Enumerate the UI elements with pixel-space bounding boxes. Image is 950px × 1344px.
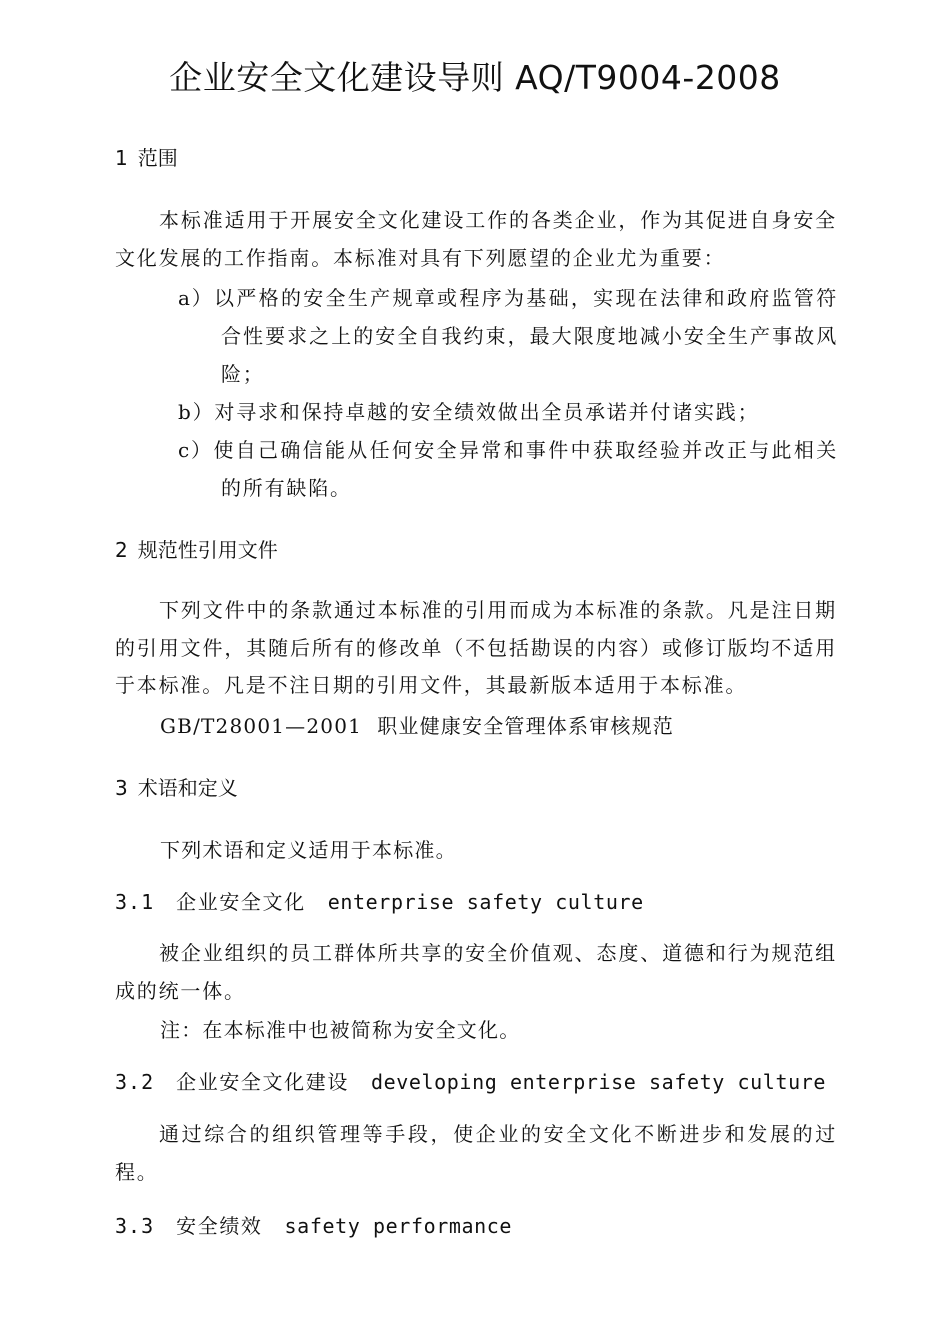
term-chinese: 企业安全文化建设 bbox=[176, 1070, 349, 1094]
term-chinese: 安全绩效 bbox=[176, 1214, 263, 1238]
section-1-item-b bbox=[178, 393, 838, 431]
term-3-1-note: 注：在本标准中也被简称为安全文化。 bbox=[160, 1018, 521, 1042]
section-2-reference: GB/T28001—2001 职业健康安全管理体系审核规范 bbox=[160, 714, 674, 738]
section-2-paragraph: 下列文件中的条款通过本标准的引用而成为本标准的条款。凡是注日期的引用文件，其随后所有的修改单（不包括勘误的内容）或修订版均不适用于本标准。凡是不注日期的引用文件，其最新版本适用于本标准。 bbox=[115, 598, 837, 697]
item-marker: a） bbox=[178, 286, 214, 310]
section-2-number: 2 bbox=[115, 538, 128, 562]
term-english: enterprise safety culture bbox=[327, 890, 644, 914]
term-number: 3.2 bbox=[115, 1070, 155, 1094]
item-marker: c） bbox=[178, 438, 213, 462]
term-3-2-definition: 通过综合的组织管理等手段，使企业的安全文化不断进步和发展的过程。 bbox=[115, 1122, 837, 1184]
section-1-item-a bbox=[178, 279, 838, 393]
section-1-item-c bbox=[178, 431, 838, 507]
term-3-3-heading bbox=[115, 1211, 512, 1241]
term-number: 3.3 bbox=[115, 1214, 155, 1238]
section-1-heading bbox=[115, 144, 178, 172]
term-3-2-heading bbox=[115, 1067, 826, 1097]
item-text: 对寻求和保持卓越的安全绩效做出全员承诺并付诸实践； bbox=[214, 400, 760, 424]
section-1-number: 1 bbox=[115, 146, 128, 170]
term-number: 3.1 bbox=[115, 890, 155, 914]
term-chinese: 企业安全文化 bbox=[176, 890, 306, 914]
section-3-number: 3 bbox=[115, 776, 128, 800]
term-3-1-heading bbox=[115, 887, 644, 917]
section-1-title: 范围 bbox=[137, 146, 178, 170]
section-2-heading bbox=[115, 536, 278, 564]
section-3-intro: 下列术语和定义适用于本标准。 bbox=[160, 838, 457, 862]
item-text: 以严格的安全生产规章或程序为基础，实现在法律和政府监管符合性要求之上的安全自我约束，最大限度地减小安全生产事故风险； bbox=[213, 286, 838, 386]
section-2-title: 规范性引用文件 bbox=[137, 538, 278, 562]
term-3-1-definition: 被企业组织的员工群体所共享的安全价值观、态度、道德和行为规范组成的统一体。 bbox=[115, 941, 837, 1003]
section-3-heading bbox=[115, 774, 238, 802]
item-marker: b） bbox=[178, 400, 215, 424]
section-1-paragraph: 本标准适用于开展安全文化建设工作的各类企业，作为其促进自身安全文化发展的工作指南。本标准对具有下列愿望的企业尤为重要： bbox=[115, 208, 837, 270]
section-3-title: 术语和定义 bbox=[137, 776, 238, 800]
term-english: safety performance bbox=[284, 1214, 513, 1238]
term-english: developing enterprise safety culture bbox=[370, 1070, 827, 1094]
item-text: 使自己确信能从任何安全异常和事件中获取经验并改正与此相关的所有缺陷。 bbox=[212, 438, 838, 500]
document-title: 企业安全文化建设导则 AQ/T9004-2008 bbox=[169, 58, 781, 97]
